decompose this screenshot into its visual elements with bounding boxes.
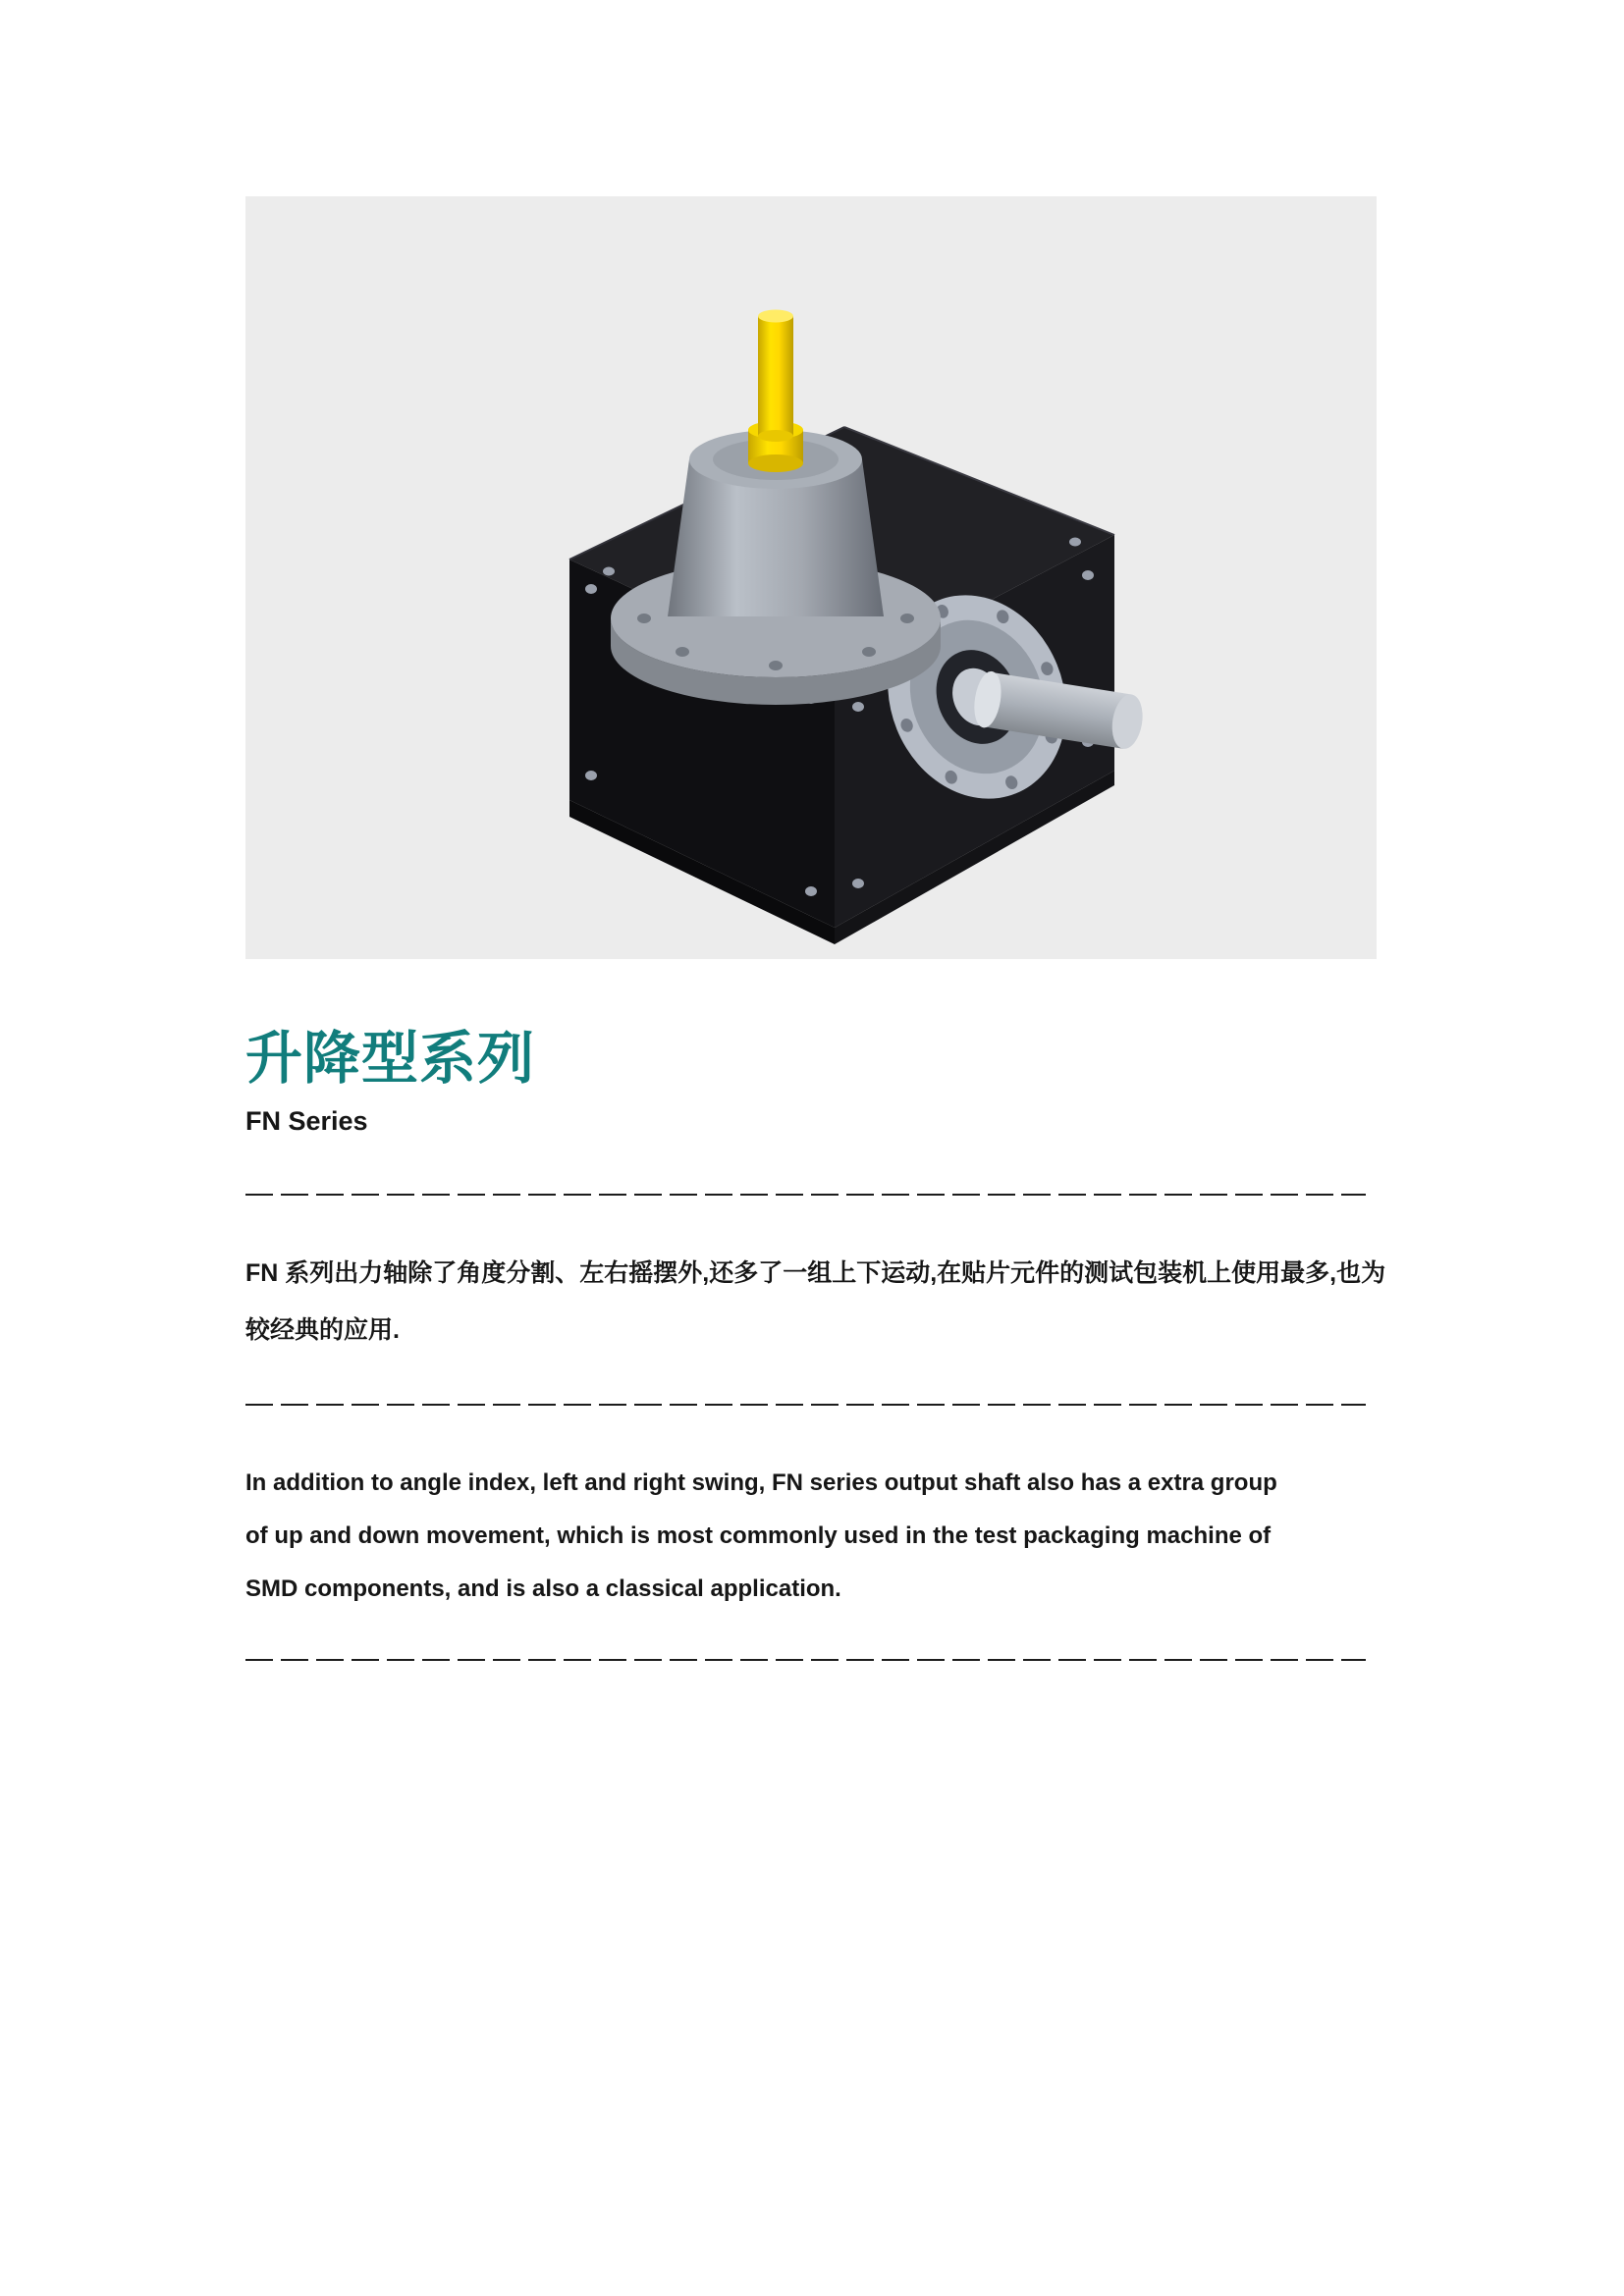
dashed-divider — [245, 1194, 1366, 1196]
paragraph-chinese — [245, 1245, 1386, 1359]
paragraph-english — [245, 1457, 1377, 1616]
product-image-panel — [245, 196, 1377, 959]
page-title: 升降型系列 — [245, 1027, 536, 1091]
product-render-image — [245, 196, 1377, 959]
paragraph-chinese-line: FN 系列出力轴除了角度分割、左右摇摆外,还多了一组上下运动,在贴片元件的测试包装机上使用最多,也为 — [245, 1258, 1386, 1287]
paragraph-english-line: SMD components, and is also a classical application. — [245, 1575, 841, 1602]
content-column — [245, 0, 1386, 1661]
paragraph-english-line: of up and down movement, which is most commonly used in the test packaging machine of — [245, 1522, 1272, 1549]
dashed-divider — [245, 1404, 1366, 1406]
series-subtitle: FN Series — [245, 1105, 368, 1136]
dashed-divider — [245, 1659, 1366, 1661]
input-shaft — [748, 310, 803, 473]
paragraph-english-line: In addition to angle index, left and right swing, FN series output shaft also has a extra group — [245, 1468, 1277, 1496]
paragraph-chinese-line: 较经典的应用. — [245, 1315, 400, 1344]
